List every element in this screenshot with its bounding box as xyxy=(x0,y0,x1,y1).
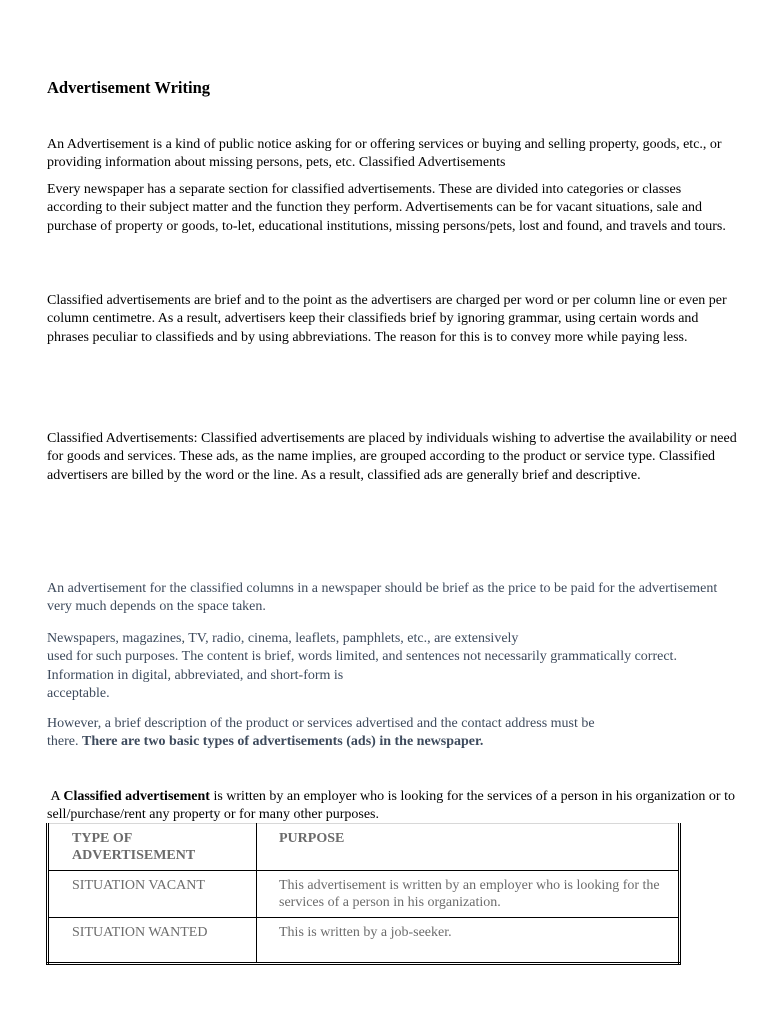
table-row xyxy=(48,918,680,964)
paragraph-brevity: Classified advertisements are brief and to the point as the advertisers are charged per word or per column line or even per column centimetre. As a result, advertisers keep their classifieds brief by ignoring grammar, using certain words and phrases peculiar to classifieds and by using abbreviations. The reason for this is to convey more while paying less. xyxy=(47,293,727,345)
table-cell-type: SITUATION VACANT xyxy=(48,871,257,918)
paragraph-space-cost: An advertisement for the classified columns in a newspaper should be brief as the price to be paid for the advertisement very much depends on the space taken. xyxy=(47,581,718,615)
description-line-2 xyxy=(47,733,737,751)
table-header-type: TYPE OF ADVERTISEMENT xyxy=(48,824,257,871)
paragraph-newspaper-sections: Every newspaper has a separate section for classified advertisements. These are divided into categories or classes according to their subject matter and the function they perform. Advertisements can be for vacant situations, sale and purchase of property or goods, to-let, educational institutions, missing persons/pets, lost and found, and travels and tours. xyxy=(47,182,726,234)
table-cell-purpose: This is written by a job-seeker. xyxy=(257,918,680,964)
paragraph-description xyxy=(47,715,737,752)
paragraph-media xyxy=(47,630,737,703)
media-line-1: Newspapers, magazines, TV, radio, cinema, leaflets, pamphlets, etc., are extensively xyxy=(47,631,519,646)
description-plain: there. xyxy=(47,734,82,750)
paragraph-classified-employer xyxy=(47,788,737,825)
table-header-purpose: PURPOSE xyxy=(257,824,680,871)
employer-lead: A xyxy=(50,789,64,804)
paragraph-classified-definition: Classified Advertisements: Classified advertisements are placed by individuals wishing to advertise the availability or need for goods and services. These ads, as the name implies, are grouped according to the product or service type. Classified advertisers are billed by the word or the line. As a result, classified ads are generally brief and descriptive. xyxy=(47,431,737,483)
employer-bold-term: Classified advertisement xyxy=(63,789,210,804)
employer-rest: is written by an employer who is looking for the services of a person in his organization or to sell/purchase/rent any property or for many other purposes. xyxy=(47,789,739,823)
table-header-row xyxy=(48,824,680,871)
table-row xyxy=(48,871,680,918)
document-title: Advertisement Writing xyxy=(47,78,210,97)
description-line-1: However, a brief description of the product or services advertised and the contact address must be xyxy=(47,716,595,731)
advertisement-types-table xyxy=(46,823,681,965)
media-line-2: used for such purposes. The content is brief, words limited, and sentences not necessarily grammatically correct. Information in digital, abbreviated, and short-form is xyxy=(47,649,677,683)
media-line-3: acceptable. xyxy=(47,685,110,701)
table-cell-purpose: This advertisement is written by an employer who is looking for the services of a person in his organization. xyxy=(257,871,680,918)
table-cell-type: SITUATION WANTED xyxy=(48,918,257,964)
paragraph-intro: An Advertisement is a kind of public notice asking for or offering services or buying and selling property, goods, etc., or providing information about missing persons, pets, etc. Classified Advertisements xyxy=(47,137,722,171)
description-bold: There are two basic types of advertisements (ads) in the newspaper. xyxy=(81,734,484,750)
